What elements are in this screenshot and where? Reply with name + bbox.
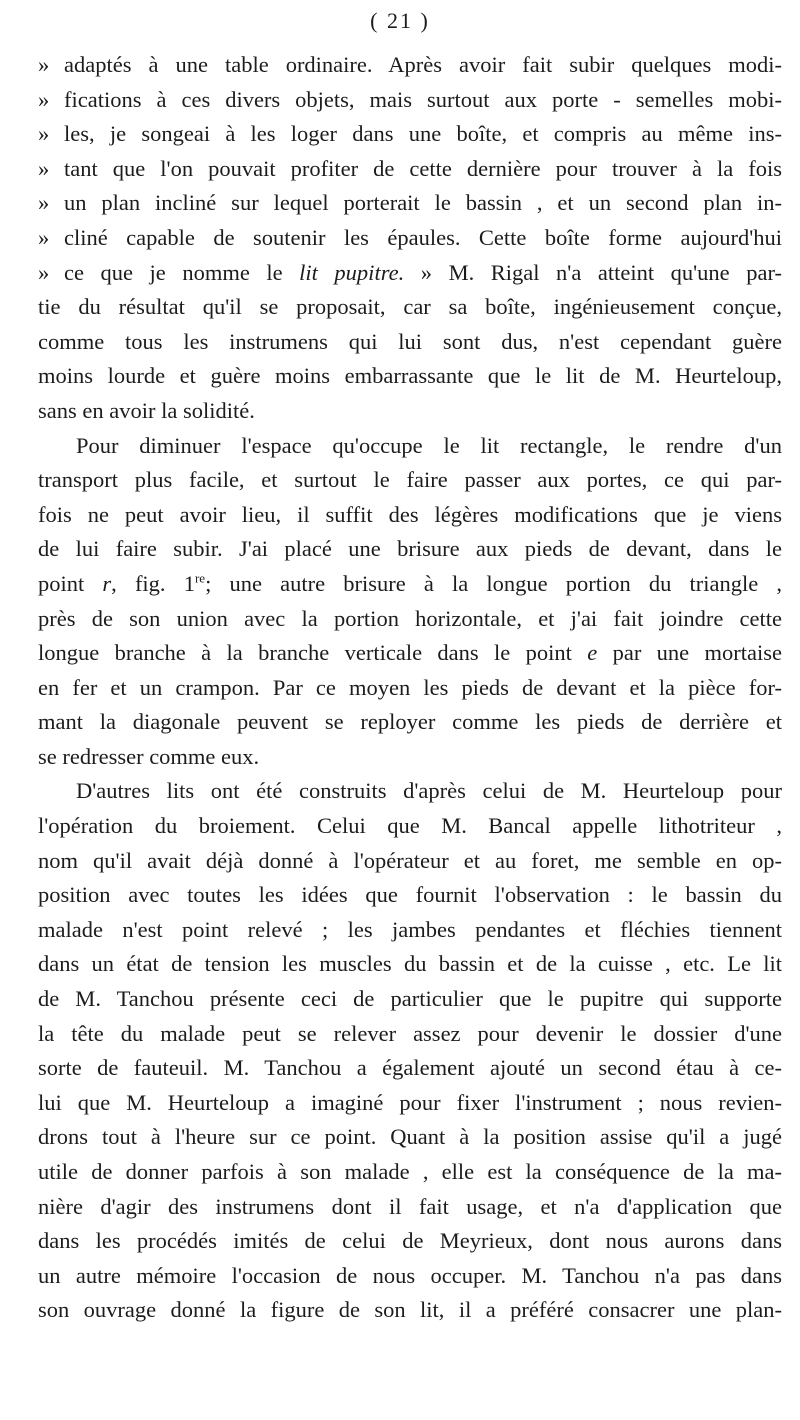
text-line [38,359,782,394]
line-text: sorte de fauteuil. M. Tanchou a également ajouté un second étau à ce- [38,1055,782,1081]
text-line [38,705,782,740]
text-line [38,982,782,1017]
text-line [38,671,782,706]
line-text: l'opération du broiement. Celui que M. Bancal appelle lithotriteur , [38,813,782,839]
line-text: se redresser comme eux. [38,743,260,769]
text-line [38,1155,782,1190]
line-text: fications à ces divers objets, mais surtout aux porte - semelles mobi- [64,86,782,112]
text-line [38,152,782,187]
text-line [38,1051,782,1086]
italic-text: e [587,640,598,666]
text-line [38,256,782,291]
paragraph [38,429,782,775]
line-text: point [38,570,103,596]
line-text: longue branche à la branche verticale dans le point [38,640,588,666]
quote-mark: » [38,224,50,250]
line-text: utile de donner parfois à son malade , elle est la conséquence de la ma- [38,1159,782,1184]
line-text: les, je songeai à les loger dans une boîte, et compris au même ins- [64,121,782,147]
quote-mark: » [38,259,50,285]
text-line [38,532,782,567]
text-line [38,117,782,152]
text-line [38,1293,782,1328]
text-line [38,83,782,118]
text-line [38,1120,782,1155]
line-text: dans les procédés imités de celui de Meyrieux, dont nous aurons dans [38,1228,782,1254]
line-text: dans un état de tension les muscles du bassin et de la cuisse , etc. Le lit [38,951,782,977]
text-line [38,394,782,429]
line-text: nom qu'il avait déjà donné à l'opérateur et au foret, me semble en op- [38,847,782,873]
line-text: , fig. 1 [111,570,195,596]
line-text: un autre mémoire l'occasion de nous occuper. M. Tanchou n'a pas dans [38,1262,782,1288]
text-line [38,602,782,637]
line-text: lui que M. Heurteloup a imaginé pour fixer l'instrument ; nous revien- [38,1089,782,1115]
text-line [38,1086,782,1121]
italic-text: lit pupitre. [299,259,405,285]
text-line [38,636,782,671]
line-text: » M. Rigal n'a atteint qu'une par- [404,259,782,285]
line-text: près de son union avec la portion horizontale, et j'ai fait joindre cette [38,605,782,631]
text-line [38,290,782,325]
text-line [38,844,782,879]
line-text: adaptés à une table ordinaire. Après avoir fait subir quelques modi- [64,52,782,77]
text-line [38,809,782,844]
quote-mark: » [38,155,50,181]
line-text: de M. Tanchou présente ceci de particulier que le pupitre qui supporte [38,986,782,1012]
text-line [38,878,782,913]
superscript-text: re [194,570,206,586]
quote-mark: » [38,121,50,147]
text-line [38,498,782,533]
text-line [38,48,782,83]
text-line [38,740,782,775]
quote-mark: » [38,86,50,112]
line-text: ce que je nomme le [64,259,300,285]
text-line [38,774,782,809]
page-number: ( 21 ) [370,8,430,33]
quote-mark: » [38,52,50,77]
line-text: ; une autre brisure à la longue portion du triangle , [205,570,782,596]
line-text: son ouvrage donné la figure de son lit, il a préféré consacrer une plan- [38,1297,782,1323]
text-line [38,221,782,256]
text-line [38,186,782,221]
line-text: transport plus facile, et surtout le faire passer aux portes, ce qui par- [38,467,782,493]
line-text: comme tous les instrumens qui lui sont dus, n'est cependant guère [38,328,782,354]
text-line [38,1017,782,1052]
line-text: Pour diminuer l'espace qu'occupe le lit rectangle, le rendre d'un [76,432,782,458]
paragraph [38,48,782,429]
text-line [38,429,782,464]
line-text: mant la diagonale peuvent se reployer comme les pieds de derrière et [38,709,782,735]
text-line [38,567,782,602]
text-line [38,1224,782,1259]
paragraph [38,774,782,1328]
line-text: sans en avoir la solidité. [38,397,255,423]
text-line [38,1259,782,1294]
line-text: par une mortaise [597,640,782,666]
text-line [38,463,782,498]
line-text: un plan incliné sur lequel porterait le bassin , et un second plan in- [64,190,782,216]
text-line [38,325,782,360]
line-text: position avec toutes les idées que fournit l'observation : le bassin du [38,882,782,908]
line-text: cliné capable de soutenir les épaules. Cette boîte forme aujourd'hui [64,224,782,250]
line-text: tant que l'on pouvait profiter de cette dernière pour trouver à la fois [64,155,782,181]
text-line [38,947,782,982]
text-line [38,1190,782,1225]
body-text [38,48,782,1328]
line-text: malade n'est point relevé ; les jambes pendantes et fléchies tiennent [38,916,782,942]
line-text: drons tout à l'heure sur ce point. Quant à la position assise qu'il a jugé [38,1124,782,1150]
line-text: de lui faire subir. J'ai placé une brisure aux pieds de devant, dans le [38,536,782,562]
line-text: tie du résultat qu'il se proposait, car sa boîte, ingénieusement conçue, [38,294,782,320]
line-text: nière d'agir des instrumens dont il fait usage, et n'a d'application que [38,1193,782,1219]
line-text: moins lourde et guère moins embarrassante que le lit de M. Heurteloup, [38,363,782,389]
italic-text: r [102,570,112,596]
text-line [38,913,782,948]
quote-mark: » [38,190,50,216]
line-text: fois ne peut avoir lieu, il suffit des légères modifications que je viens [38,501,782,527]
line-text: en fer et un crampon. Par ce moyen les pieds de devant et la pièce for- [38,674,782,700]
line-text: D'autres lits ont été construits d'après celui de M. Heurteloup pour [76,778,782,804]
line-text: la tête du malade peut se relever assez pour devenir le dossier d'une [38,1020,782,1046]
